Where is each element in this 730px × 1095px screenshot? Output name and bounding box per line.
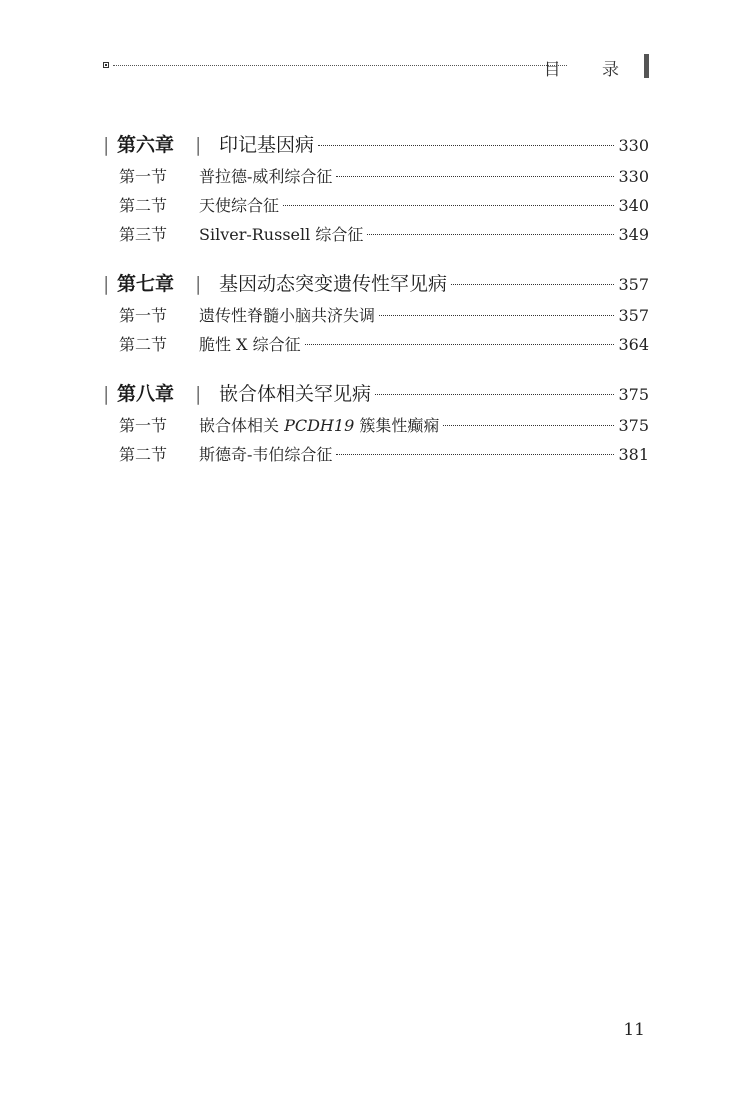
- table-of-contents: [103, 130, 649, 489]
- running-header: [103, 54, 649, 80]
- chapter-entry[interactable]: [103, 379, 649, 409]
- chapter-divider: |: [103, 134, 110, 156]
- section-page: 364: [618, 335, 649, 354]
- chapter-page: 330: [618, 136, 649, 155]
- dot-leader: [451, 284, 614, 285]
- chapter-title: 嵌合体相关罕见病: [219, 383, 372, 405]
- dot-leader: [336, 454, 614, 455]
- dot-leader: [336, 176, 614, 177]
- section-entry[interactable]: [103, 164, 649, 193]
- dot-leader: [283, 205, 614, 206]
- section-number: 第一节: [119, 306, 168, 325]
- section-number: 第二节: [119, 445, 168, 464]
- chapter-number: 第六章: [117, 134, 175, 156]
- page-number: 11: [623, 1020, 645, 1040]
- dot-leader: [305, 344, 615, 345]
- section-title: [199, 413, 439, 436]
- gene-name: PCDH19: [284, 416, 355, 435]
- section-title: 脆性 X 综合征: [199, 335, 301, 354]
- section-number: 第一节: [119, 167, 168, 186]
- section-title: 天使综合征: [199, 196, 280, 215]
- chapter-divider: |: [195, 273, 202, 295]
- chapter-entry[interactable]: [103, 130, 649, 160]
- chapter-group: [103, 379, 649, 471]
- section-title: Silver-Russell 综合征: [199, 225, 364, 244]
- section-entry[interactable]: [103, 193, 649, 222]
- chapter-entry[interactable]: [103, 269, 649, 299]
- chapter-divider: |: [195, 383, 202, 405]
- section-entry[interactable]: [103, 442, 649, 471]
- section-title: 斯德奇-韦伯综合征: [199, 445, 333, 464]
- section-title: 普拉德-威利综合征: [199, 167, 333, 186]
- chapter-page: 357: [618, 275, 649, 294]
- header-bar: [644, 54, 649, 78]
- section-page: 357: [618, 306, 649, 325]
- section-number: 第三节: [119, 225, 168, 244]
- section-page: 330: [618, 167, 649, 186]
- dot-leader: [318, 145, 614, 146]
- chapter-group: [103, 269, 649, 361]
- section-page: 340: [618, 196, 649, 215]
- section-title-prefix: 嵌合体相关: [199, 416, 285, 435]
- chapter-group: [103, 130, 649, 251]
- section-number: 第一节: [119, 416, 168, 435]
- chapter-divider: |: [103, 273, 110, 295]
- header-dotted-rule: [113, 65, 567, 66]
- dot-leader: [375, 394, 614, 395]
- section-number: 第二节: [119, 335, 168, 354]
- chapter-number: 第八章: [117, 383, 175, 405]
- dot-leader: [367, 234, 614, 235]
- dot-leader: [443, 425, 614, 426]
- chapter-title: 基因动态突变遗传性罕见病: [219, 273, 448, 295]
- chapter-divider: |: [103, 383, 110, 405]
- chapter-page: 375: [618, 385, 649, 404]
- dot-leader: [379, 315, 614, 316]
- section-entry[interactable]: [103, 303, 649, 332]
- section-page: 381: [618, 445, 649, 464]
- section-page: 349: [618, 225, 649, 244]
- section-entry[interactable]: [103, 222, 649, 251]
- section-title-suffix: 簇集性癫痫: [354, 416, 440, 435]
- square-ornament-icon: [103, 62, 109, 68]
- section-number: 第二节: [119, 196, 168, 215]
- section-entry[interactable]: [103, 332, 649, 361]
- chapter-title: 印记基因病: [219, 134, 315, 156]
- section-title: 遗传性脊髓小脑共济失调: [199, 306, 376, 325]
- chapter-divider: |: [195, 134, 202, 156]
- section-entry[interactable]: [103, 413, 649, 442]
- header-title: 目 录: [543, 60, 637, 80]
- chapter-number: 第七章: [117, 273, 175, 295]
- section-page: 375: [618, 416, 649, 435]
